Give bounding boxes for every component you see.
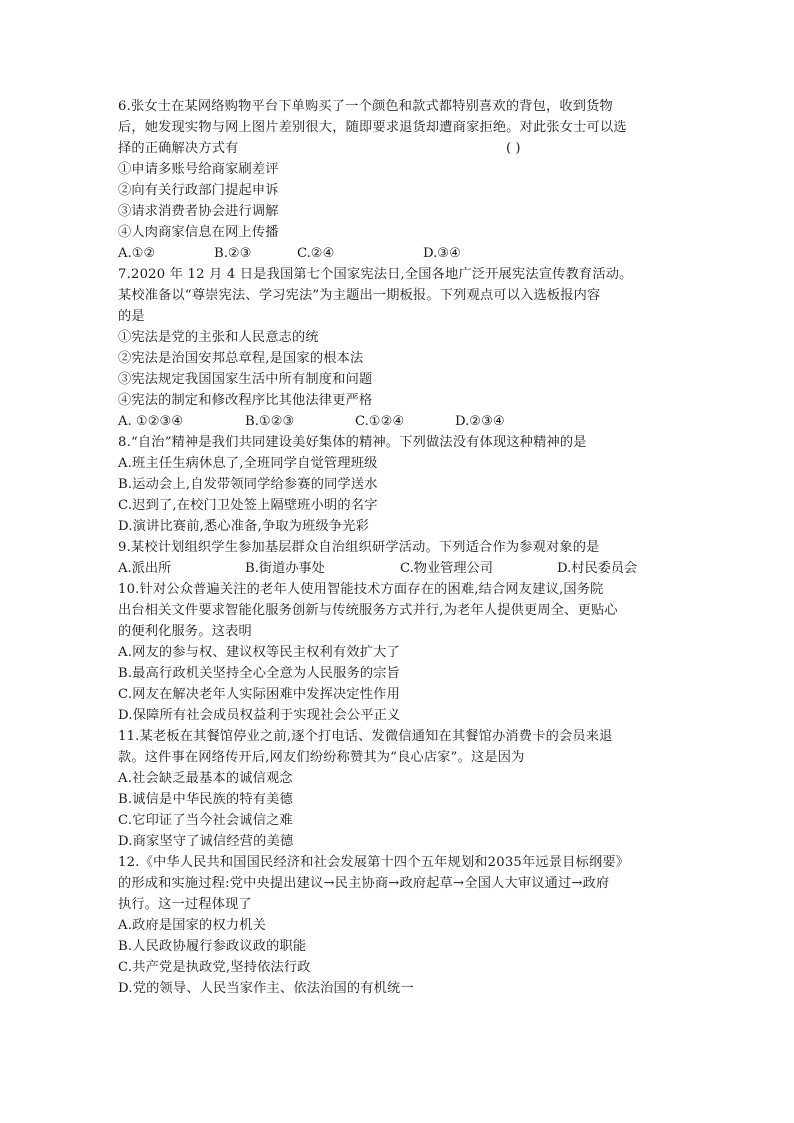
q6-option-b: B.②③ bbox=[214, 246, 252, 261]
q10-choice-d: D.保障所有社会成员权益利于实现社会公平正义 bbox=[118, 708, 401, 723]
q12-choice-c: C.共产党是执政党,坚持依法行政 bbox=[118, 960, 311, 975]
q6-stem-line-3: 择的正确解决方式有 bbox=[118, 141, 239, 156]
q6-option-c: C.②④ bbox=[297, 246, 335, 261]
q8-choice-c: C.迟到了,在校门卫处签上隔壁班小明的名字 bbox=[118, 498, 378, 513]
q10-choice-a: A.网友的参与权、建议权等民主权利有效扩大了 bbox=[118, 645, 400, 660]
q11-choice-c: C.它印证了当今社会诚信之难 bbox=[118, 813, 293, 828]
q8-choice-d: D.演讲比赛前,悉心准备,争取为班级争光彩 bbox=[118, 519, 370, 534]
q9-option-c: C.物业管理公司 bbox=[400, 561, 493, 576]
q9-option-d: D.村民委员会 bbox=[557, 561, 638, 576]
q7-item-4: ④宪法的制定和修改程序比其他法律更严格 bbox=[118, 393, 373, 408]
q7-stem-line-3: 的是 bbox=[118, 309, 145, 324]
q7-stem-line-2: 某校准备以“尊崇宪法、学习宪法”为主题出一期板报。下列观点可以入选板报内容 bbox=[118, 288, 601, 303]
q7-item-3: ③宪法规定我国国家生活中所有制度和问题 bbox=[118, 372, 373, 387]
q10-choice-c: C.网友在解决老年人实际困难中发挥决定性作用 bbox=[118, 687, 400, 702]
q12-stem-line-1: 12.《中华人民共和国国民经济和社会发展第十四个五年规划和2035年远景目标纲要》 bbox=[118, 855, 630, 870]
q7-option-a: A. ①②③④ bbox=[118, 414, 184, 429]
q10-choice-b: B.最高行政机关坚持全心全意为人民服务的宗旨 bbox=[118, 666, 401, 681]
q7-option-b: B.①②③ bbox=[245, 414, 295, 429]
q9-option-a: A.派出所 bbox=[118, 561, 172, 576]
q11-stem-line-2: 款。这件事在网络传开后,网友们纷纷称赞其为“良心店家”。这是因为 bbox=[118, 750, 525, 765]
q8-choice-b: B.运动会上,自发带领同学给参赛的同学送水 bbox=[118, 477, 378, 492]
q6-item-4: ④人肉商家信息在网上传播 bbox=[118, 225, 279, 240]
q6-item-2: ②向有关行政部门提起申诉 bbox=[118, 183, 279, 198]
q9-stem: 9.某校计划组织学生参加基层群众自治组织研学活动。下列适合作为参观对象的是 bbox=[118, 540, 600, 555]
q8-stem: 8.“自治”精神是我们共同建设美好集体的精神。下列做法没有体现这种精神的是 bbox=[118, 435, 587, 450]
q7-option-c: C.①②④ bbox=[355, 414, 405, 429]
q6-option-d: D.③④ bbox=[423, 246, 461, 261]
q12-choice-d: D.党的领导、人民当家作主、依法治国的有机统一 bbox=[118, 981, 414, 996]
q6-item-3: ③请求消费者协会进行调解 bbox=[118, 204, 279, 219]
q6-stem-line-1: 6.张女士在某网络购物平台下单购买了一个颜色和款式都特别喜欢的背包，收到货物 bbox=[118, 99, 613, 114]
q12-stem-line-2: 的形成和实施过程:党中央提出建议→民主协商→政府起草→全国人大审议通过→政府 bbox=[118, 876, 610, 891]
q7-stem-line-1: 7.2020 年 12 月 4 日是我国第七个国家宪法日,全国各地广泛开展宪法宣传教育活动。 bbox=[118, 267, 633, 282]
q11-choice-a: A.社会缺乏最基本的诚信观念 bbox=[118, 771, 293, 786]
q7-option-d: D.②③④ bbox=[455, 414, 505, 429]
q9-option-b: B.街道办事处 bbox=[245, 561, 325, 576]
q11-choice-d: D.商家坚守了诚信经营的美德 bbox=[118, 834, 294, 849]
q10-stem-line-1: 10.针对公众普遍关注的老年人使用智能技术方面存在的困难,结合网友建议,国务院 bbox=[118, 582, 604, 597]
q10-stem-line-3: 的便利化服务。这表明 bbox=[118, 624, 252, 639]
q6-stem-line-2: 后，她发现实物与网上图片差别很大，随即要求退货却遭商家拒绝。对此张女士可以选 bbox=[118, 120, 627, 135]
q7-item-1: ①宪法是党的主张和人民意志的统 bbox=[118, 330, 319, 345]
q11-stem-line-1: 11.某老板在其餐馆停业之前,逐个打电话、发微信通知在其餐馆办消费卡的会员来退 bbox=[118, 729, 613, 744]
q6-option-a: A.①② bbox=[118, 246, 156, 261]
q11-choice-b: B.诚信是中华民族的特有美德 bbox=[118, 792, 293, 807]
q12-stem-line-3: 执行。这一过程体现了 bbox=[118, 897, 252, 912]
q7-item-2: ②宪法是治国安邦总章程,是国家的根本法 bbox=[118, 351, 364, 366]
q8-choice-a: A.班主任生病休息了,全班同学自觉管理班级 bbox=[118, 456, 378, 471]
q6-item-1: ①申请多账号给商家刷差评 bbox=[118, 162, 279, 177]
q10-stem-line-2: 出台相关文件要求智能化服务创新与传统服务方式并行,为老年人提供更周全、更贴心 bbox=[118, 603, 618, 618]
q6-answer-bracket: ( ) bbox=[506, 141, 521, 156]
q12-choice-a: A.政府是国家的权力机关 bbox=[118, 918, 266, 933]
q12-choice-b: B.人民政协履行参政议政的职能 bbox=[118, 939, 307, 954]
